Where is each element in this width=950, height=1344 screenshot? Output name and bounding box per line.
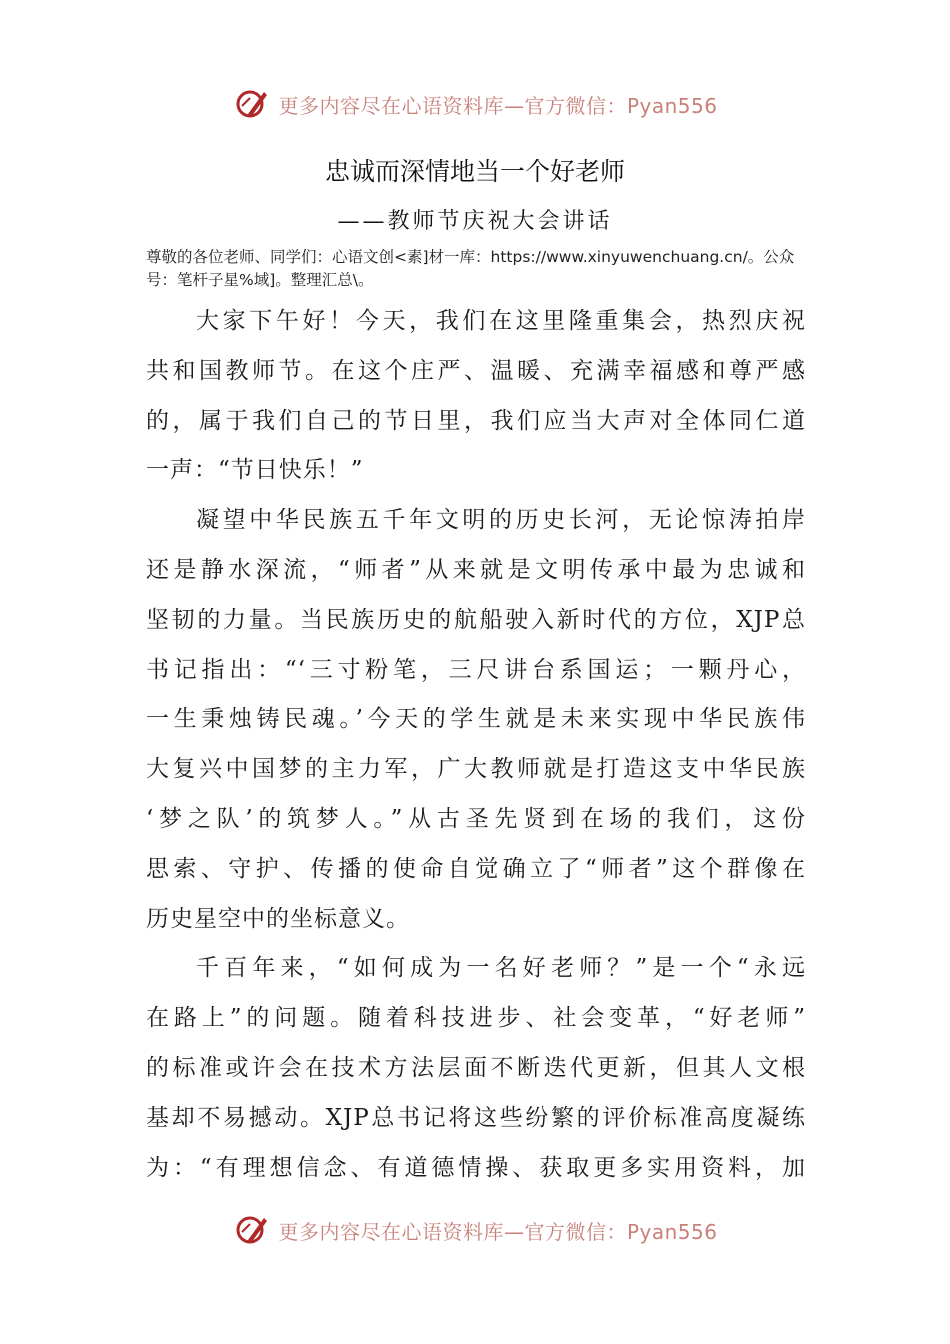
body-line: 为：“有理想信念、有道德情操、获取更多实用资料，加: [146, 1154, 806, 1181]
body-line: 大复兴中国梦的主力军，广大教师就是打造这支中华民族: [146, 756, 806, 783]
body-line: 还是静水深流，“师者”从来就是文明传承中最为忠诚和: [146, 556, 806, 583]
document-subtitle: ——教师节庆祝大会讲话: [337, 209, 613, 234]
body-line: 大家下午好！今天，我们在这里隆重集会，热烈庆祝: [196, 308, 806, 334]
body-line: 基却不易撼动。XJP总书记将这些纷繁的评价标准高度凝练: [146, 1104, 806, 1131]
watermark-text: 更多内容尽在心语资料库—官方微信：Pyan556: [278, 1219, 718, 1244]
pen-nib-logo-icon: [232, 1210, 272, 1250]
body-line: 的，属于我们自己的节日里，我们应当大声对全体同仁道: [146, 407, 806, 434]
pen-nib-logo-icon: [232, 84, 272, 124]
document-title: 忠诚而深情地当一个好老师: [324, 157, 625, 186]
watermark-text: 更多内容尽在心语资料库—官方微信：Pyan556: [278, 93, 718, 118]
note-line: 尊敬的各位老师、同学们：心语文创<素]材一库：https://www.xinyuwenchuang.cn/。公众: [146, 248, 795, 266]
header-watermark: [0, 84, 950, 124]
body-line: 千百年来，“如何成为一名好老师？”是一个“永远: [196, 955, 806, 982]
body-line: 书记指出：“‘三寸粉笔，三尺讲台系国运；一颗丹心，: [146, 656, 806, 683]
body-line: 历史星空中的坐标意义。: [146, 905, 410, 932]
body-line: 凝望中华民族五千年文明的历史长河，无论惊涛拍岸: [196, 507, 806, 534]
source-note: [146, 246, 816, 292]
body-line: 思索、守护、传播的使命自觉确立了“师者”这个群像在: [146, 855, 806, 882]
body-line: 在路上”的问题。随着科技进步、社会变革，“好老师”: [146, 1005, 806, 1032]
body-line: 共和国教师节。在这个庄严、温暖、充满幸福感和尊严感: [146, 357, 806, 384]
body-line: 坚韧的力量。当民族历史的航船驶入新时代的方位，XJP总: [146, 606, 806, 633]
speech-body: [146, 297, 806, 1193]
body-line: 一生秉烛铸民魂。’今天的学生就是未来实现中华民族伟: [146, 706, 806, 733]
footer-watermark: [0, 1210, 950, 1250]
body-line: 一声：“节日快乐！”: [146, 457, 364, 484]
body-line: 的标准或许会在技术方法层面不断迭代更新，但其人文根: [146, 1054, 806, 1081]
note-line: 号：笔杆子星%域]。整理汇总\。: [146, 271, 374, 289]
body-line: ‘梦之队’的筑梦人。”从古圣先贤到在场的我们，这份: [146, 805, 806, 832]
